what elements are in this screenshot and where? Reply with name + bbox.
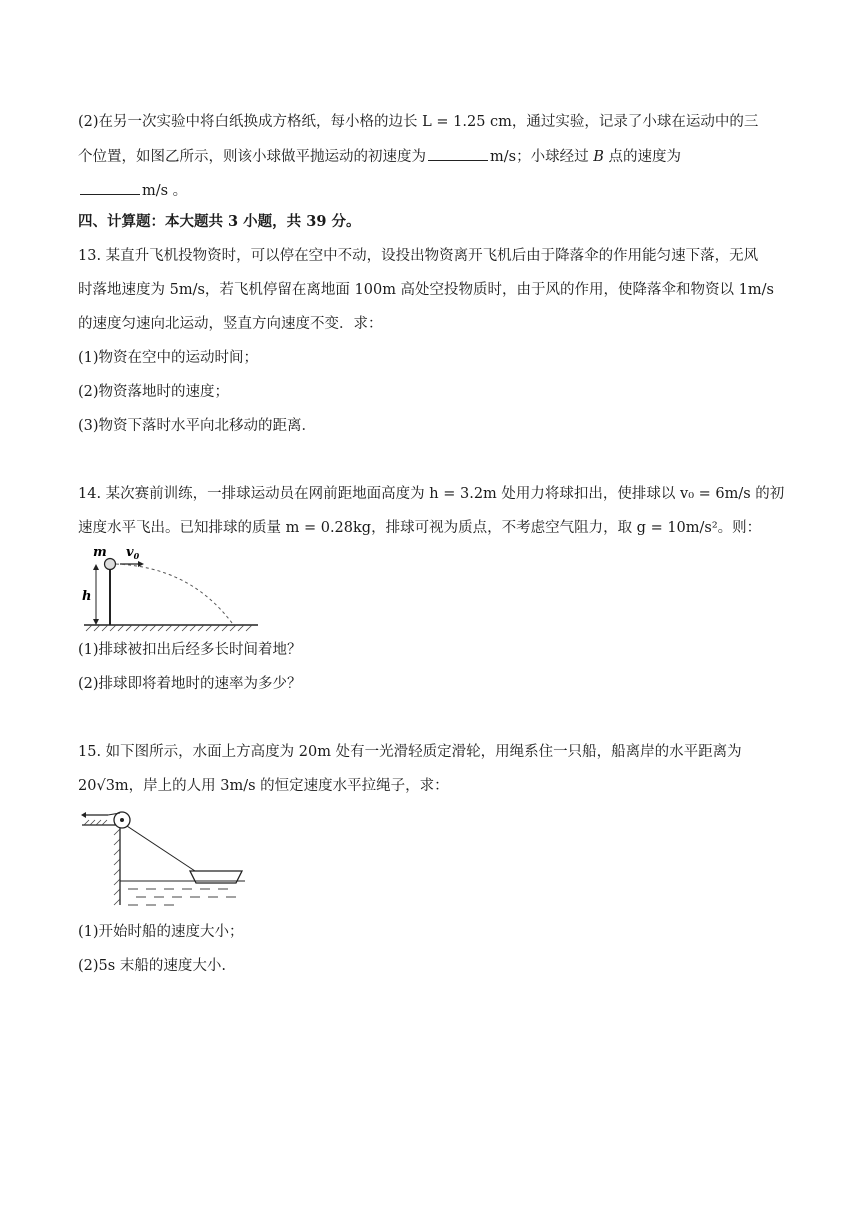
fig-mass-label: m (93, 545, 107, 560)
trajectory-curve (116, 564, 232, 623)
q14-line2: 速度水平飞出。已知排球的质量 m = 0.28kg，排球可视为质点，不考虑空气阻力，取 g = 10m/s²。则： (78, 520, 762, 536)
q12-part2-line2-tail: 点的速度为 (608, 149, 681, 165)
unit-2: m/s 。 (142, 183, 188, 199)
q13-line1: 13. 某直升飞机投物资时，可以停在空中不动，设投出物资离开飞机后由于降落伞的作用能匀速下落，无风 (78, 248, 759, 264)
bank-hatching (84, 820, 107, 825)
section-heading: 四、计算题：本大题共 3 小题，共 39 分。 (78, 213, 361, 230)
unit-1: m/s；小球经过 (490, 149, 589, 165)
fig-height-label: h (82, 589, 92, 604)
q12-part2-line2 (78, 146, 681, 167)
fig-velocity-label: $v_0$ (126, 545, 140, 561)
q12-part2-line1: (2)在另一次实验中将白纸换成方格纸，每小格的边长 L = 1.25 cm，通过实验，记录了小球在运动中的三 (78, 114, 759, 130)
rope (127, 826, 198, 873)
q13-line2: 时落地速度为 5m/s，若飞机停留在离地面 100m 高处空投物质时，由于风的作用，使降落伞和物资以 1m/s (78, 282, 774, 298)
ball-icon (105, 559, 116, 570)
q15-line1: 15. 如下图所示，水面上方高度为 20m 处有一光滑轻质定滑轮，用绳系住一只船，船离岸的水平距离为 (78, 744, 742, 760)
q13-part2: (2)物资落地时的速度； (78, 384, 230, 400)
q13-part1: (1)物资在空中的运动时间； (78, 350, 259, 366)
q15-part2: (2)5s 末船的速度大小. (78, 958, 226, 974)
velocity-arrowhead (138, 561, 144, 567)
q12-part2-line2-text: 个位置，如图乙所示，则该小球做平抛运动的初速度为 (78, 149, 426, 165)
answer-blank-2 (80, 180, 140, 195)
answer-blank-1 (428, 146, 488, 161)
q12-part2-line3 (78, 180, 187, 201)
q14-line1: 14. 某次赛前训练，一排球运动员在网前距地面高度为 h = 3.2m 处用力将球扣出，使排球以 v₀ = 6m/s 的初 (78, 486, 785, 502)
q14-part1: (1)排球被扣出后经多长时间着地？ (78, 642, 302, 658)
q15-part1: (1)开始时船的速度大小； (78, 924, 244, 940)
q13-part3: (3)物资下落时水平向北移动的距离． (78, 418, 317, 434)
q14-part2: (2)排球即将着地时的速率为多少？ (78, 676, 302, 692)
point-b-label: B (593, 149, 604, 165)
wall-hatching (114, 829, 120, 905)
pull-arrowhead (81, 812, 86, 818)
volleyball-figure (80, 543, 270, 633)
water-waves (128, 889, 236, 905)
pulley-boat-figure (80, 805, 250, 915)
q13-line3: 的速度匀速向北运动，竖直方向速度不变．求： (78, 316, 383, 332)
q15-line2: 20√3m，岸上的人用 3m/s 的恒定速度水平拉绳子，求： (78, 778, 449, 794)
ground-hatching (86, 625, 252, 631)
